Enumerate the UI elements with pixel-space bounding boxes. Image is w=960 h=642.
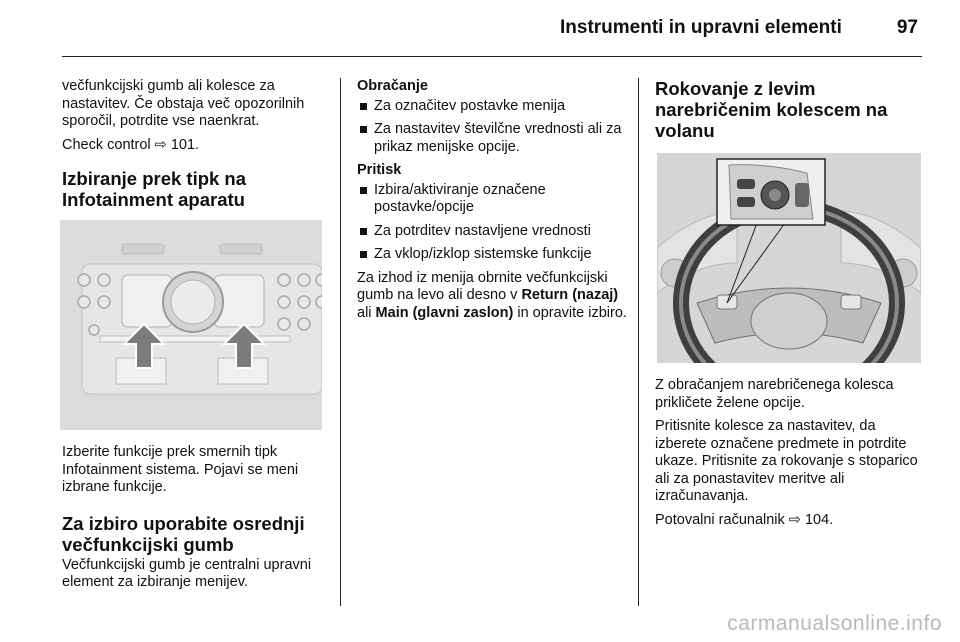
column-2 [357, 78, 629, 328]
thumbwheel-press-paragraph: Pritisnite kolesce za nastavitev, da izberete označene predmete in potrdite ukaze. Pritisnite za rokovanje s stoparico ali za ponastavitev meritve ali izračunavanja. [655, 418, 918, 504]
exit-text-start: Za izhod iz menija obrnite večfunkcijski gumb na levo ali desno v [357, 269, 608, 303]
figure-description: Izberite funkcije prek smernih tipk Infotainment sistema. Pojavi se meni izbrane funkcije. [62, 444, 299, 495]
check-control-reference: Check control ⇨ 101. [62, 136, 200, 153]
return-label: Return (nazaj) [521, 287, 619, 303]
column-divider-1 [340, 78, 341, 606]
page-number: 97 [896, 17, 918, 38]
exit-menu-paragraph [357, 270, 629, 323]
steering-wheel-illustration [657, 153, 921, 363]
exit-text-or: ali [357, 304, 372, 321]
page-header-title: Instrumenti in upravni elementi [560, 17, 842, 38]
section-heading-multifunction-knob: Za izbiro uporabite osrednji večfunkcijski gumb [62, 512, 305, 555]
press-heading: Pritisk [357, 162, 402, 178]
infotainment-panel-figure [60, 220, 322, 430]
multifunction-knob-paragraph: Večfunkcijski gumb je centralni upravni element za izbiranje menijev. [62, 556, 312, 590]
list-item: Za vklop/izklop sistemske funkcije [357, 246, 629, 264]
list-item: Izbira/aktiviranje označene postavke/opcije [357, 182, 629, 217]
list-item: Za nastavitev številčne vrednosti ali za prikaz menijske opcije. [357, 121, 629, 156]
thumbwheel-turn-paragraph: Z obračanjem narebričenega kolesca prikličete želene opcije. [655, 377, 894, 411]
turning-list [357, 98, 629, 157]
column-3 [655, 78, 923, 535]
section-heading-steering-wheel: Rokovanje z levim narebričenim kolescem na volanu [655, 78, 888, 141]
watermark: carmanualsonline.info [727, 612, 942, 635]
list-item: Za potrditev nastavljene vrednosti [357, 223, 629, 241]
list-item: Za označitev postavke menija [357, 98, 629, 116]
section-heading-infotainment-buttons: Izbiranje prek tipk na Infotainment aparatu [62, 168, 247, 210]
exit-text-end: in opravite izbiro. [517, 304, 627, 321]
trip-computer-reference: Potovalni računalnik ⇨ 104. [655, 511, 834, 528]
press-list [357, 182, 629, 264]
infotainment-panel-illustration [60, 220, 322, 430]
column-1 [62, 78, 330, 598]
header-rule [62, 56, 922, 57]
column-divider-2 [638, 78, 639, 606]
turning-heading: Obračanje [357, 78, 428, 94]
intro-paragraph: večfunkcijski gumb ali kolesce za nastavitev. Če obstaja več opozorilnih sporočil, potrdite vse naenkrat. [62, 78, 305, 129]
main-label: Main (glavni zaslon) [375, 304, 514, 321]
steering-wheel-figure [657, 153, 921, 363]
